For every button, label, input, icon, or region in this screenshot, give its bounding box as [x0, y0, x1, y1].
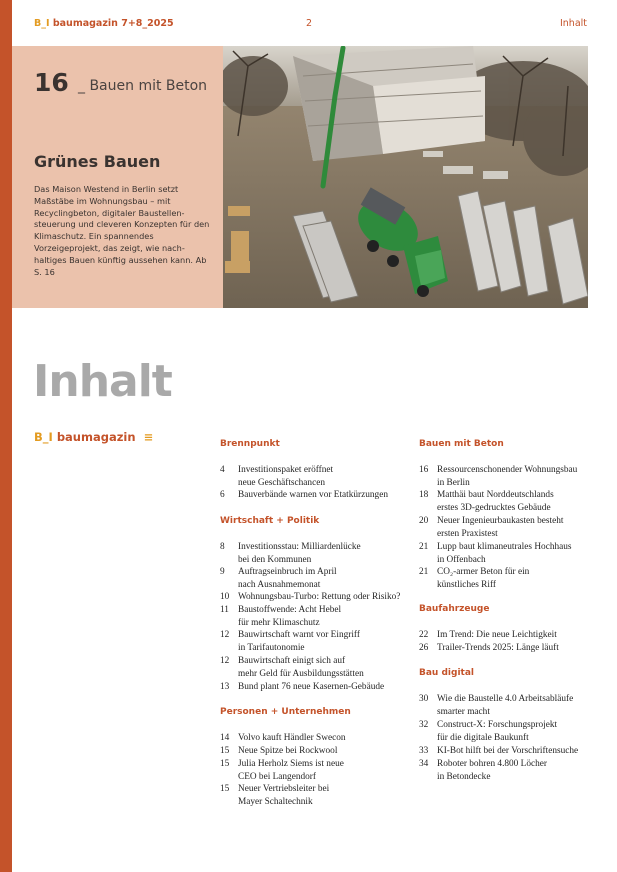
- toc-section-title: Wirtschaft + Politik: [220, 516, 320, 526]
- toc-page: 33: [419, 746, 429, 756]
- toc-text: Auftragseinbruch im April nach Ausnahmemonat: [238, 567, 337, 590]
- hero-teaser[interactable]: [12, 46, 223, 308]
- page-header: [34, 18, 587, 34]
- logo-mark-icon: ≡: [143, 430, 154, 444]
- toc-page: 20: [419, 516, 429, 526]
- hero-section-title: _ Bauen mit Beton: [78, 78, 208, 94]
- toc-page: 16: [419, 465, 429, 475]
- toc-page: 8: [220, 542, 225, 552]
- magazine-logo: [34, 430, 153, 444]
- toc-page: 9: [220, 567, 225, 577]
- toc-text: Volvo kauft Händler Swecon: [238, 733, 346, 743]
- toc-page: 4: [220, 465, 225, 475]
- toc-section-title: Brennpunkt: [220, 439, 280, 449]
- toc-page: 15: [220, 784, 230, 794]
- construction-site-image: [223, 46, 588, 308]
- hero-title: Grünes Bauen: [34, 152, 161, 171]
- toc-text: Wohnungsbau-Turbo: Rettung oder Risiko?: [238, 592, 401, 602]
- hero-page-number: 16: [34, 68, 69, 97]
- toc-text: CO₂-armer Beton für ein künstliches Riff: [437, 567, 530, 590]
- header-issue: 7+8_2025: [121, 18, 174, 29]
- toc-text: Neue Spitze bei Rockwool: [238, 746, 338, 756]
- toc-section-title: Bau digital: [419, 668, 474, 678]
- toc-page: 10: [220, 592, 230, 602]
- toc-text: Neuer Ingenieurbaukasten besteht ersten Praxistest: [437, 516, 564, 539]
- logo-bi: B_I: [34, 430, 53, 444]
- toc-page: 22: [419, 630, 429, 640]
- toc-page: 26: [419, 643, 429, 653]
- toc-page: 18: [419, 490, 429, 500]
- left-accent-bar: [0, 0, 12, 872]
- toc-text: Bauwirtschaft einigt sich auf mehr Geld für Ausbildungsstätten: [238, 656, 364, 679]
- toc-section-title: Baufahrzeuge: [419, 604, 490, 614]
- hero-photo: [223, 46, 588, 308]
- toc-text: Wie die Baustelle 4.0 Arbeitsabläufe smarter macht: [437, 694, 574, 717]
- logo-name: baumagazin: [56, 430, 136, 444]
- toc-text: Roboter bohren 4.800 Löcher in Betondecke: [437, 759, 547, 782]
- hero-text: Das Maison Westend in Berlin setzt Maßstäbe im Wohnungsbau – mit Recyclingbeton, digitaler Baustellen-steuerung und cleveren Konzepten für den Klimaschutz. Ein spannendes Vorzeigeprojekt, das zeigt, wie nach-haltiges Bauen künftig aussehen kann. Ab S. 16: [34, 184, 210, 277]
- toc-text: Neuer Vertriebsleiter bei Mayer Schaltechnik: [238, 784, 330, 807]
- toc-page: 11: [220, 605, 229, 615]
- toc-text: Matthäi baut Norddeutschlands erstes 3D-gedrucktes Gebäude: [437, 490, 554, 513]
- header-brand-bi: B_I: [34, 18, 50, 29]
- toc-page: 21: [419, 567, 429, 577]
- toc-section-title: Personen + Unternehmen: [220, 707, 351, 717]
- toc-text: Bauverbände warnen vor Etatkürzungen: [238, 490, 388, 500]
- toc-text: Im Trend: Die neue Leichtigkeit: [437, 630, 557, 640]
- toc-text: Bund plant 76 neue Kasernen-Gebäude: [238, 682, 385, 692]
- page-title: Inhalt: [33, 356, 172, 407]
- toc-page: 15: [220, 759, 230, 769]
- toc-page: 30: [419, 694, 429, 704]
- toc-page: 13: [220, 682, 230, 692]
- toc-page: 15: [220, 746, 230, 756]
- toc-page: 12: [220, 630, 230, 640]
- toc-page: 34: [419, 759, 429, 769]
- toc-page: 32: [419, 720, 429, 730]
- toc-text: Baustoffwende: Acht Hebel für mehr Klimaschutz: [238, 605, 342, 628]
- toc-page: 14: [220, 733, 230, 743]
- toc-text: Lupp baut klimaneutrales Hochhaus in Offenbach: [437, 542, 572, 565]
- header-brand: [34, 18, 174, 29]
- toc-section-title: Bauen mit Beton: [419, 439, 504, 449]
- toc-text: Investitionsstau: Milliardenlücke bei den Kommunen: [238, 542, 361, 565]
- toc-text: Ressourcenschonender Wohnungsbau in Berlin: [437, 465, 578, 488]
- toc-text: Bauwirtschaft warnt vor Eingriff in Tarifautonomie: [238, 630, 360, 653]
- toc-page: 12: [220, 656, 230, 666]
- header-section: Inhalt: [559, 18, 587, 29]
- page-number: 2: [306, 18, 313, 29]
- toc-text: Julia Herholz Siems ist neue CEO bei Langendorf: [238, 759, 344, 782]
- toc-page: 6: [220, 490, 225, 500]
- header-brand-name: baumagazin: [52, 18, 118, 29]
- toc-text: Investitionspaket eröffnet neue Geschäftschancen: [238, 465, 334, 488]
- toc-text: Construct-X: Forschungsprojekt für die digitale Baukunft: [437, 720, 558, 743]
- toc-page: 21: [419, 542, 429, 552]
- toc-text: KI-Bot hilft bei der Vorschriftensuche: [437, 746, 579, 756]
- toc-text: Trailer-Trends 2025: Länge läuft: [437, 643, 559, 653]
